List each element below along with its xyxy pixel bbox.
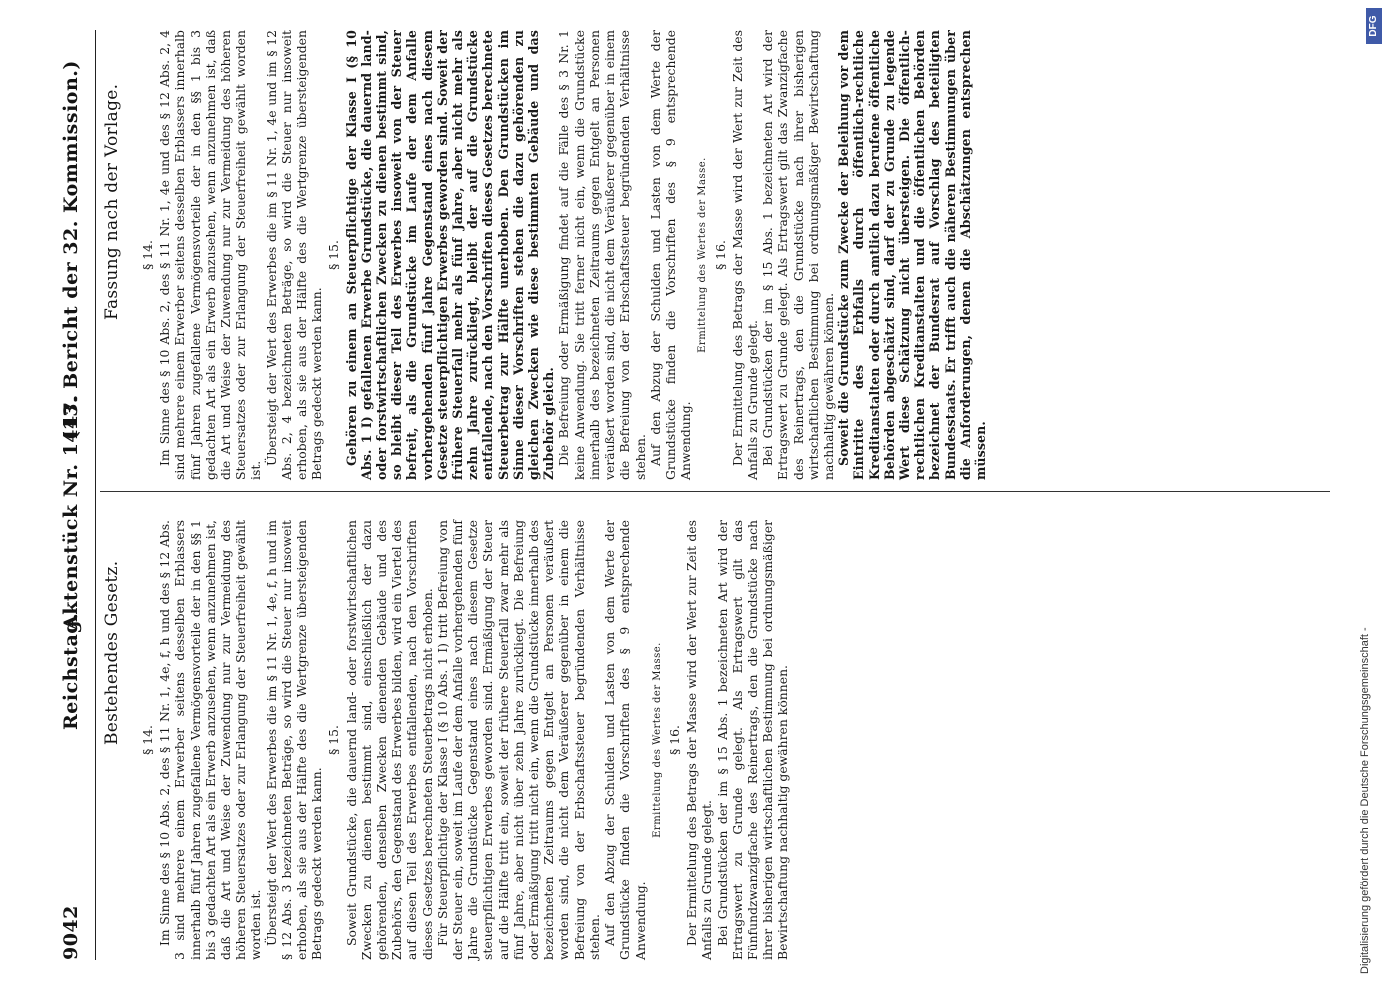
right-section-14 — [138, 30, 988, 480]
paragraph: Übersteigt der Wert des Erwerbes die im § 11 Nr. 1, 4e, f, h und im § 12 Abs. 3 bezeichneten Beträge, so wird die Steuer nur insoweit erhoben, als sie aus der Hälfte des die Wertgrenze übersteigenden Betrags gedeckt werden kann. — [263, 520, 325, 960]
digitization-credit — [1354, 14, 1376, 974]
paragraph: Die Befreiung oder Ermäßigung findet auf die Fälle des § 3 Nr. 1 keine Anwendung. Sie tritt ferner nicht ein, wenn die Grundstücke innerhalb des bezeichneten Zeitraums gegen Entgelt an Personen veräußert worden sind, die nicht dem Veräußerer gegenüber in einem die Befreiung von der Erbschaftssteuer begründenden Verhältnisse stehen. — [556, 30, 648, 480]
paragraph: Übersteigt der Wert des Erwerbes die im § 11 Nr. 1, 4e und im § 12 Abs. 2, 4 bezeichneten Beträge, so wird die Steuer nur insoweit erhoben, als sie aus der Hälfte des die Wertgrenze übersteigenden Betrags gedeckt werden kann. — [263, 30, 325, 480]
section-title: § 16. — [666, 725, 682, 755]
header-title: Reichstag. — [60, 612, 82, 730]
page-header — [52, 30, 92, 960]
section-title: § 15. — [326, 725, 342, 755]
paragraph: Im Sinne des § 10 Abs. 2, des § 11 Nr. 1, 4e, f, h und des § 12 Abs. 3 sind mehrere einem Erwerber seitens desselben Erblassers innerhalb fünf Jahren zugefallene Vermögensvorteile der in den §§ 1 bis 3 gedachten Art als ein Erwerb anzusehen, wenn anzunehmen ist, daß die Art und Weise der Zuwendung nur zur Vermeidung des höheren Steuersatzes oder zur Erlangung der Steuerfreiheit gewählt worden ist. — [157, 520, 264, 960]
paragraph: Im Sinne des § 10 Abs. 2, des § 11 Nr. 1, 4e und des § 12 Abs. 2, 4 sind mehrere einem Erwerber seitens desselben Erblassers innerhalb fünf Jahren zugefallene Vermögensvorteile der in den §§ 1 bis 3 gedachten Art als ein Erwerb anzusehen, wenn anzunehmen ist, daß die Art und Weise der Zuwendung nur zur Vermeidung des höheren Steuersatzes oder zur Erlangung der Steuerfreiheit gewählt worden ist. — [157, 30, 264, 480]
report-reference: (13. Bericht der 32. Kommission.) — [60, 60, 82, 440]
section-caption: Ermittelung des Wertes der Masse. — [651, 642, 663, 838]
paragraph: Auf den Abzug der Schulden und Lasten von dem Werte der Grundstücke finden die Vorschriften des § 9 entsprechende Anwendung. — [647, 30, 694, 480]
header-rule — [95, 30, 96, 960]
paragraph-bold: Soweit die Grundstücke zum Zwecke der Beleihung vor dem Eintritte des Erbfalls durch öffentlich-rechtliche Kreditanstalten oder durch amtlich dazu berufene öffentliche Behörden abgeschätzt sind, darf der zu Grunde zu legende Wert diese Schätzung nicht übersteigen. Die öffentlich-rechtlichen Kreditanstalten und die öffentlichen Behörden bezeichnet der Bundesrat auf Vorschlag des beteiligten Bundesstaats. Er trifft auch die näheren Bestimmungen über die Anforderungen, denen die Abschätzungen entsprechen müssen. — [836, 30, 988, 480]
left-column-heading: Bestehendes Gesetz. — [102, 560, 122, 745]
dfg-logo — [1366, 8, 1382, 44]
paragraph: Der Ermittelung des Betrags der Masse wird der Wert zur Zeit des Anfalls zu Grunde gelegt. — [684, 520, 715, 960]
section-caption: Ermittelung des Wertes der Masse. — [697, 157, 709, 353]
section-title: § 14. — [140, 725, 155, 755]
credit-text: Digitalisierung gefördert durch die Deutsche Forschungsgemeinschaft - — [1359, 627, 1371, 974]
paragraph: Für Steuerpflichtige der Klasse I (§ 10 Abs. 1 I) tritt Befreiung von der Steuer ein, soweit im Laufe der dem Anfalle vorhergehenden fünf Jahre die Grundstücke Gegenstand eines nach diesem Gesetze steuerpflichtigen Erwerbes geworden sind. Ermäßigung der Steuer auf die Hälfte tritt ein, soweit der frühere Steuerfall zwar mehr als fünf Jahre, aber nicht über zehn Jahre zurückliegt. Die Befreiung oder Ermäßigung tritt nicht ein, wenn die Grundstücke innerhalb des bezeichneten Zeitraums gegen Entgelt an Personen veräußert worden sind, die nicht dem Veräußerer gegenüber in einem die Befreiung von der Erbschaftssteuer begründenden Verhältnisse stehen. — [434, 520, 602, 960]
section-title: § 16. — [712, 240, 728, 270]
page-number: 9042 — [60, 905, 82, 960]
dfg-logo-text: DFG — [1368, 15, 1379, 37]
center-divider — [100, 491, 1330, 492]
paragraph: Der Ermittelung des Betrags der Masse wird der Wert zur Zeit des Anfalls zu Grunde gelegt. — [729, 30, 760, 480]
document-reference: Aktenstück Nr. 1447. — [60, 394, 82, 630]
paragraph: Bei Grundstücken der im § 15 Abs. 1 bezeichneten Art wird der Ertragswert zu Grunde gelegt. Als Ertragswert gilt das Zwanzigfache des Reinertrags, den die Grundstücke nach ihrer bisherigen wirtschaftlichen Bestimmung bei ordnungsmäßiger Bewirtschaftung nachhaltig gewähren können. — [760, 30, 836, 480]
paragraph: Bei Grundstücken der im § 15 Abs. 1 bezeichneten Art wird der Ertragswert zu Grunde gelegt. Als Ertragswert gilt das Fünfundzwanzigfache des Reinertrags, den die Grundstücke nach ihrer bisherigen wirtschaftlichen Bestimmung bei ordnungsmäßiger Bewirtschaftung nachhaltig gewähren können. — [714, 520, 791, 960]
paragraph: Auf den Abzug der Schulden und Lasten von dem Werte der Grundstücke finden die Vorschriften des § 9 entsprechende Anwendung. — [602, 520, 648, 960]
section-title: § 15. — [326, 240, 342, 270]
section-title: § 14. — [140, 240, 155, 270]
paragraph: Soweit Grundstücke, die dauernd land- oder forstwirtschaftlichen Zwecken zu dienen bestimmt sind, einschließlich der dazu gehörenden, denselben Zwecken dienenden Gebäude und des Zubehörs, den Gegenstand des Erwerbes bilden, wird ein Viertel des auf diesen Teil des Erwerbes entfallenden, nach den Vorschriften dieses Gesetzes berechneten Steuerbetrags nicht erhoben. — [343, 520, 435, 960]
right-column-heading: Fassung nach der Vorlage. — [102, 83, 122, 320]
paragraph-bold: Gehören zu einem an Steuerpflichtige der Klasse I (§ 10 Abs. 1 I) gefallenen Erwerbe Grundstücke, die dauernd land- oder forstwirtschaftlichen Zwecken zu dienen bestimmt sind, so bleibt dieser Teil des Erwerbes insoweit von der Steuer befreit, als die Grundstücke im Laufe der dem Anfalle vorhergehenden fünf Jahre Gegenstand eines nach diesem Gesetze steuerpflichtigen Erwerbes geworden sind. Soweit der frühere Steuerfall mehr als fünf Jahre, aber nicht mehr als zehn Jahre zurückliegt, bleibt der auf die Grundstücke entfallende, nach den Vorschriften dieses Gesetzes berechnete Steuerbetrag zur Hälfte unerhoben. Den Grundstücken im Sinne dieser Vorschriften stehen die dazu gehörenden zu gleichen Zwecken wie diese bestimmten Gebäude und das Zubehör gleich. — [343, 30, 557, 480]
left-section-14 — [138, 520, 791, 960]
